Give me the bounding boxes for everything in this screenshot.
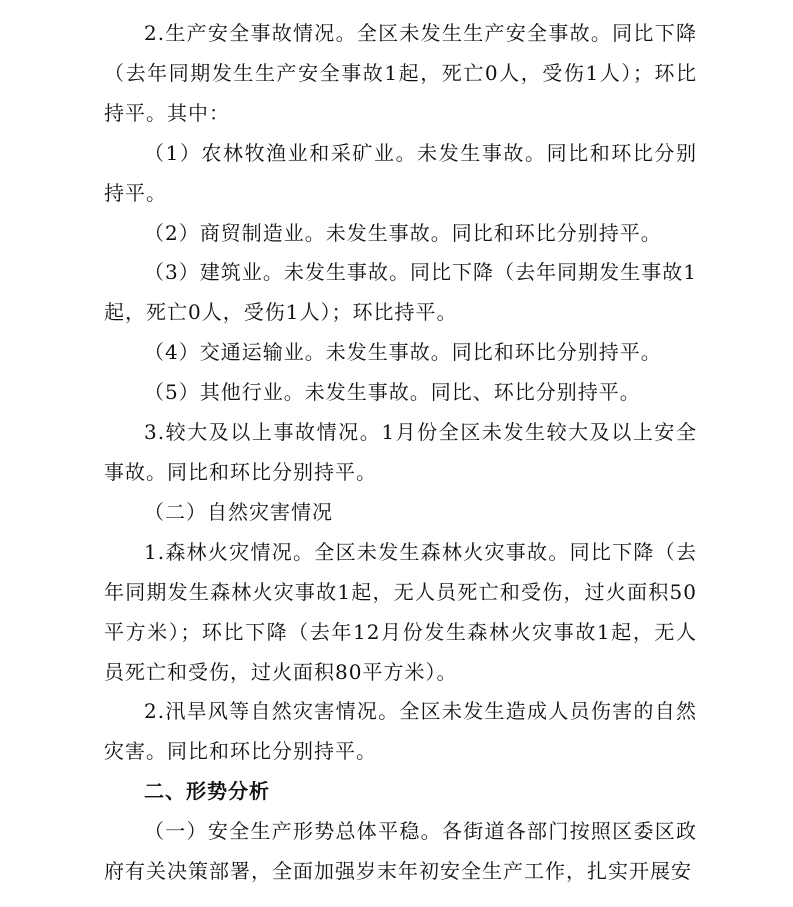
paragraph-flood-drought-wind: 2.汛旱风等自然灾害情况。全区未发生造成人员伤害的自然灾害。同比和环比分别持平。 (104, 699, 697, 764)
paragraph-transportation: （4）交通运输业。未发生事故。同比和环比分别持平。 (144, 340, 662, 365)
paragraph-construction: （3）建筑业。未发生事故。同比下降（去年同期发生事故1起，死亡0人，受伤1人）；环比持平。 (104, 260, 697, 325)
paragraph-commerce-manufacturing: （2）商贸制造业。未发生事故。同比和环比分别持平。 (144, 220, 662, 245)
paragraph-safety-overall-stable: （一）安全生产形势总体平稳。各街道各部门按照区委区政府有关决策部署，全面加强岁末年初安全生产工作，扎实开展安 (104, 819, 697, 884)
paragraph-natural-disasters-title: （二）自然灾害情况 (144, 499, 333, 524)
paragraph-production-accidents: 2.生产安全事故情况。全区未发生生产安全事故。同比下降（去年同期发生生产安全事故1起，死亡0人，受伤1人）；环比持平。其中： (104, 21, 697, 125)
section-heading-situation-analysis: 二、形势分析 (144, 779, 270, 804)
paragraph-major-accidents: 3.较大及以上事故情况。1月份全区未发生较大及以上安全事故。同比和环比分别持平。 (104, 420, 697, 484)
paragraph-forest-fire: 1.森林火灾情况。全区未发生森林火灾事故。同比下降（去年同期发生森林火灾事故1起，无人员死亡和受伤，过火面积50平方米）；环比下降（去年12月份发生森林火灾事故1起，无人员死亡和受伤，过火面积80平方米）。 (104, 539, 697, 684)
paragraph-other-industries: （5）其他行业。未发生事故。同比、环比分别持平。 (144, 380, 641, 405)
paragraph-agriculture-mining: （1）农林牧渔业和采矿业。未发生事故。同比和环比分别持平。 (104, 140, 697, 205)
